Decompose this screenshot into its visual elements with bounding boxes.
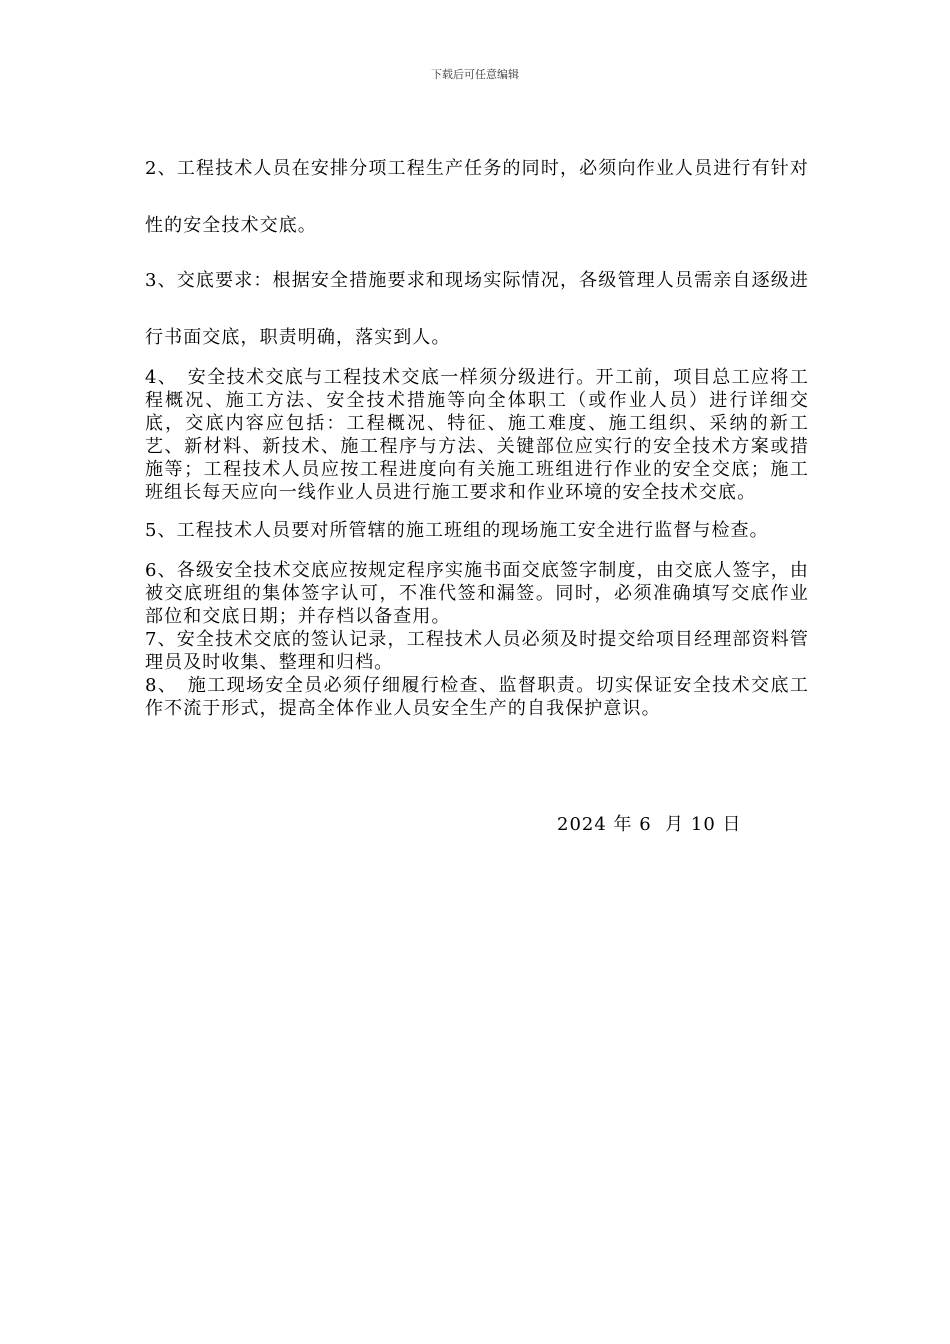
document-body xyxy=(145,140,809,720)
paragraph-6: 6、各级安全技术交底应按规定程序实施书面交底签字制度，由交底人签字，由被交底班组的集体签字认可，不准代签和漏签。同时，必须准确填写交底作业部位和交底日期；并存档以备查用。 xyxy=(145,560,809,627)
paragraph-7: 7、安全技术交底的签认记录，工程技术人员必须及时提交给项目经理部资料管理员及时收集、整理和归档。 xyxy=(145,629,809,673)
paragraph-8: 8、 施工现场安全员必须仔细履行检查、监督职责。切实保证安全技术交底工作不流于形式，提高全体作业人员安全生产的自我保护意识。 xyxy=(145,675,809,719)
page-header: 下载后可任意编辑 xyxy=(431,68,519,81)
paragraph-2: 2、工程技术人员在安排分项工程生产任务的同时，必须向作业人员进行有针对性的安全技术交底。 xyxy=(145,158,809,236)
paragraph-3: 3、交底要求：根据安全措施要求和现场实际情况，各级管理人员需亲自逐级进行书面交底，职责明确，落实到人。 xyxy=(145,270,809,348)
document-date: 2024 年 6 月 10 日 xyxy=(557,814,742,835)
paragraph-4: 4、 安全技术交底与工程技术交底一样须分级进行。开工前，项目总工应将工程概况、施工方法、安全技术措施等向全体职工（或作业人员）进行详细交底，交底内容应包括：工程概况、特征、施工难度、施工组织、采纳的新工艺、新材料、新技术、施工程序与方法、关键部位应实行的安全技术方案或措施等；工程技术人员应按工程进度向有关施工班组进行作业的安全交底；施工班组长每天应向一线作业人员进行施工要求和作业环境的安全技术交底。 xyxy=(145,367,809,503)
paragraph-5: 5、工程技术人员要对所管辖的施工班组的现场施工安全进行监督与检查。 xyxy=(145,520,769,541)
